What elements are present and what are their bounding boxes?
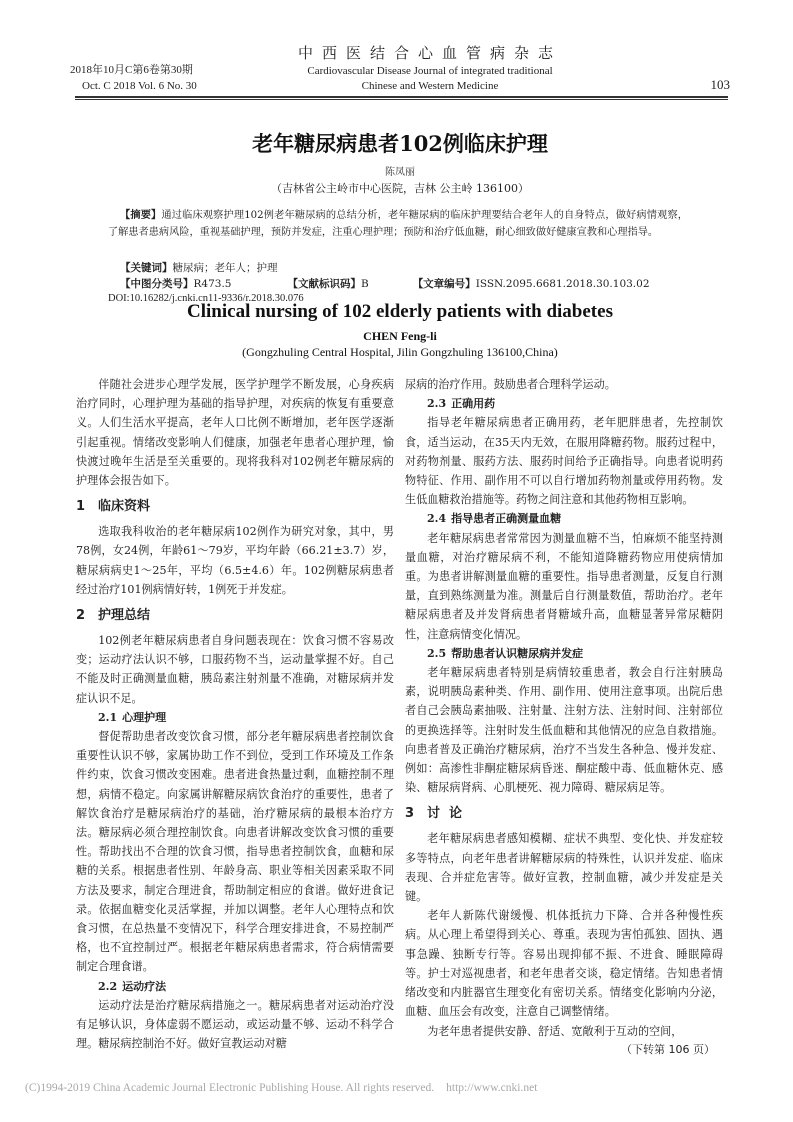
section-3-heading bbox=[405, 803, 723, 825]
journal-name-en-line1: Cardiovascular Disease Journal of integrated traditional bbox=[307, 65, 553, 77]
header-rule-thick bbox=[75, 96, 728, 98]
continued-note: （下转第 106 页） bbox=[621, 1042, 715, 1056]
copyright-text: (C)1994-2019 China Academic Journal Electronic Publishing House. All rights reserved. bbox=[25, 1082, 435, 1094]
page-number: 103 bbox=[710, 77, 730, 92]
section-2-5-paragraph: 老年糖尿病患者特别是病情较重患者，教会自行注射胰岛素，说明胰岛素种类、作用、副作用、使用注意事项。出院后患者自己会胰岛素抽吸、注射量、注射方法、注射时间、注射部位的更换选择等。注射时发生低血糖和其他情况的应急自救措施。向患者普及正确治疗糖尿病，治疗不当发生各种急、慢并发症、例如：高渗性非酮症糖尿病昏迷、酮症酸中毒、低血糖休克、感染、糖尿病肾病、心肌梗死、视力障碍、糖尿病足等。 bbox=[405, 666, 723, 795]
journal-name-cn: 中西医结合心血管病杂志 bbox=[297, 44, 562, 62]
section-3-title: 讨 论 bbox=[427, 806, 463, 822]
section-1-heading bbox=[76, 496, 394, 518]
section-2-5-heading bbox=[405, 644, 723, 663]
issue-cn: 2018年10月C第6卷第30期 bbox=[70, 64, 193, 76]
issue-en: Oct. C 2018 Vol. 6 No. 30 bbox=[82, 80, 197, 92]
copyright-footer bbox=[25, 1082, 725, 1094]
keywords-label: 【关键词】 bbox=[120, 262, 173, 274]
section-2-heading bbox=[76, 605, 394, 627]
article-title-en: Clinical nursing of 102 elderly patients with diabetes bbox=[187, 301, 613, 322]
section-3-paragraph-2: 老年人新陈代谢缓慢、机体抵抗力下降、合并各种慢性疾病。从心理上希望得到关心、尊重。表现为害怕孤独、固执、遇事急躁、独断专行等。容易出现抑郁不振、不进食、睡眠障碍等。护士对巡视患者，和老年患者交谈，稳定情绪。告知患者情绪改变和内脏器官生理变化有密切关系。情绪变化影响内分泌，血糖、血压会有改变，注意自己调整情绪。 bbox=[405, 909, 723, 1019]
section-1-title: 临床资料 bbox=[98, 499, 151, 515]
body-column-right bbox=[405, 375, 723, 1059]
article-no-value: ISSN.2095.6681.2018.30.103.02 bbox=[475, 278, 650, 290]
section-2-3-number: 2.3 bbox=[427, 397, 447, 411]
section-2-3-paragraph: 指导老年糖尿病患者正确用药，老年肥胖患者，先控制饮食，适当运动，在35天内无效，在服用降糖药物。服药过程中，对药物剂量、服药方法、服药时间给予正确指导。向患者说明药物特征、作用、副作用不可以自行增加药物剂量或停用药物。发生低血糖救治措施等。药物之间注意和其他药物相互影响。 bbox=[405, 416, 723, 507]
abstract-label: 【摘要】 bbox=[120, 209, 162, 221]
journal-name bbox=[270, 42, 590, 94]
section-1-paragraph: 选取我科收治的老年糖尿病102例作为研究对象，其中，男78例，女24例，年龄61～79岁，平均年龄（66.21±3.7）岁，糖尿病病史1～25年，平均（6.5±4.6）年。102例糖尿病患者经过治疗101例病情好转，1例死于并发症。 bbox=[76, 525, 394, 596]
article-no-label: 【文章编号】 bbox=[412, 278, 476, 290]
section-2-4-heading bbox=[405, 509, 723, 528]
section-3-paragraph-3: 为老年患者提供安静、舒适、宽敞利于互动的空间， bbox=[427, 1024, 683, 1038]
section-2-1-heading bbox=[76, 708, 394, 727]
section-3-paragraph-1: 老年糖尿病患者感知模糊、症状不典型、变化快、并发症较多等特点，向老年患者讲解糖尿病的特殊性，认识并发症、临床表现、合并症危害等。做好宣教，控制血糖，减少并发症是关键。 bbox=[405, 832, 723, 904]
section-2-2-heading bbox=[76, 977, 394, 996]
section-2-title: 护理总结 bbox=[98, 608, 151, 624]
section-3-number: 3 bbox=[405, 806, 415, 822]
doc-code-label: 【文献标识码】 bbox=[287, 278, 361, 290]
section-2-5-title: 帮助患者认识糖尿病并发症 bbox=[451, 646, 584, 660]
author-en: CHEN Feng-li bbox=[363, 329, 437, 343]
intro-paragraph: 伴随社会进步心理学发展，医学护理学不断发展，心身疾病治疗同时，心理护理为基础的指导护理，对疾病的恢复有重要意义。人们生活水平提高，老年人口比例不断增加，老年医学逐渐引起重视。情绪改变影响人们健康，加强老年患者心理护理，愉快渡过晚年生活是至关重要的。现将我科对102例老年糖尿病的护理体会报告如下。 bbox=[76, 378, 394, 488]
section-2-2-number: 2.2 bbox=[98, 979, 118, 993]
footer-url[interactable]: http://www.cnki.net bbox=[446, 1082, 538, 1094]
journal-name-en-line2: Chinese and Western Medicine bbox=[361, 80, 499, 92]
affiliation-en: (Gongzhuling Central Hospital, Jilin Gongzhuling 136100,China) bbox=[242, 345, 558, 359]
issue-info bbox=[70, 62, 270, 94]
doi[interactable]: DOI:10.16282/j.cnki.cn11-9336/r.2018.30.076 bbox=[108, 293, 304, 304]
keywords-text: 糖尿病；老年人；护理 bbox=[172, 262, 278, 274]
section-2-4-number: 2.4 bbox=[427, 512, 447, 526]
doc-code-value: B bbox=[360, 278, 369, 290]
section-2-1-paragraph: 督促帮助患者改变饮食习惯，部分老年糖尿病患者控制饮食重要性认识不够，家属协助工作不到位，受到工作环境及工作条件约束，饮食习惯改变困难。患者进食热量过剩，血糖控制不理想，病情不稳定。向家属讲解糖尿病饮食治疗的重要性，患者了解饮食治疗是糖尿病治疗的基础，治疗糖尿病的最根本治疗方法。糖尿病必须合理控制饮食。向患者讲解改变饮食习惯的重要性。帮助找出不合理的饮食习惯，指导患者控制饮食，血糖和尿糖的关系。根据患者性别、年龄身高、职业等相关因素采取不同方法及要求，制定合理进食，帮助制定相应的食谱。做好进食记录。依据血糖变化灵活掌握，并加以调整。老年人心理特点和饮食习惯，在总热量不变情况下，科学合理安排进食，不易控制严格，也不宜控制过严。根据老年糖尿病患者需求，符合病情需要制定合理食谱。 bbox=[76, 730, 394, 974]
article-title-cn: 老年糖尿病患者102例临床护理 bbox=[252, 131, 548, 156]
abstract-text: 通过临床观察护理102例老年糖尿病的总结分析，老年糖尿病的临床护理要结合老年人的自身特点，做好病情观察，了解患者患病风险，重视基础护理，预防并发症，注重心理护理；预防和治疗低血糖，耐心细致做好健康宣教和心理指导。 bbox=[108, 210, 688, 238]
classification-line bbox=[120, 277, 650, 292]
clc-value: R473.5 bbox=[193, 278, 232, 290]
section-2-3-title: 正确用药 bbox=[451, 397, 496, 411]
section-2-3-heading bbox=[405, 394, 723, 413]
section-2-2-title: 运动疗法 bbox=[122, 979, 167, 993]
clc-label: 【中图分类号】 bbox=[120, 278, 194, 290]
section-2-number: 2 bbox=[76, 608, 86, 624]
section-1-number: 1 bbox=[76, 499, 86, 515]
section-2-paragraph: 102例老年糖尿病患者自身问题表现在：饮食习惯不容易改变；运动疗法认识不够，口服药物不当，运动量掌握不好。自己不能及时正确测量血糖，胰岛素注射剂量不准确，对糖尿病并发症认识不足。 bbox=[76, 634, 394, 705]
header-rule-thin bbox=[75, 99, 728, 100]
section-2-4-title: 指导患者正确测量血糖 bbox=[451, 512, 562, 526]
section-2-1-title: 心理护理 bbox=[122, 710, 167, 724]
section-2-2-paragraph-part2: 尿病的治疗作用。鼓励患者合理科学运动。 bbox=[405, 378, 616, 391]
body-column-left bbox=[76, 375, 394, 1054]
author-cn: 陈凤丽 bbox=[385, 167, 415, 178]
section-2-2-paragraph-part1: 运动疗法是治疗糖尿病措施之一。糖尿病患者对运动治疗没有足够认识，身体虚弱不愿运动，或运动量不够、运动不科学合理。糖尿病控制治不好。做好宣教运动对糖 bbox=[76, 998, 394, 1051]
section-2-4-paragraph: 老年糖尿病患者常常因为测量血糖不当，怕麻烦不能坚持测量血糖，对治疗糖尿病不利，不能知道降糖药物应用使病情加重。为患者讲解测量血糖的重要性。指导患者测量，反复自行测量，直到熟练测量为准。测量后自行测量数值，帮助治疗。老年糖尿病患者及并发肾病患者肾糖域升高，血糖显著异常尿糖阴性，注意病情变化情况。 bbox=[405, 531, 723, 641]
section-2-1-number: 2.1 bbox=[98, 710, 118, 724]
section-2-5-number: 2.5 bbox=[427, 646, 447, 660]
affiliation-cn: （吉林省公主岭市中心医院，吉林 公主岭 136100） bbox=[271, 182, 529, 195]
abstract bbox=[108, 207, 688, 241]
keywords bbox=[120, 261, 278, 276]
